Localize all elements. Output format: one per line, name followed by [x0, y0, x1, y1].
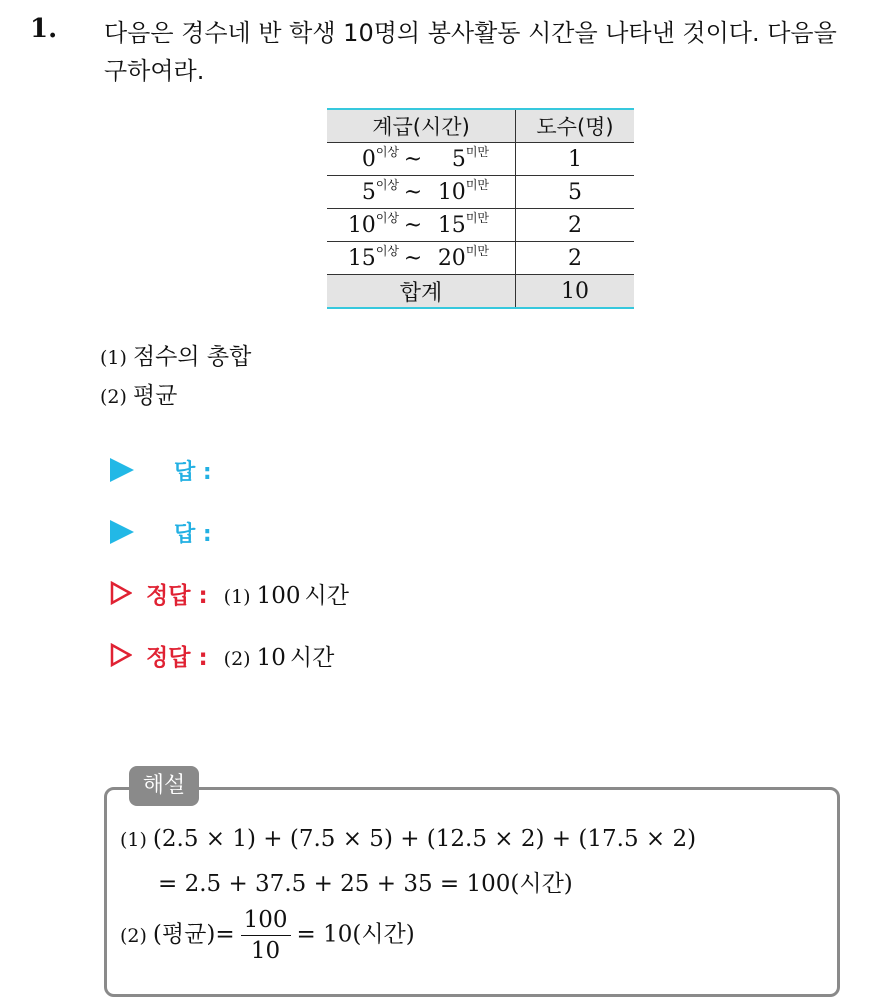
table-row: [327, 209, 634, 242]
class-interval: $0^{이상}$ ~ $5^{미만}$: [327, 143, 516, 176]
answer-label: 답 :: [174, 459, 212, 485]
correct-answer-label: 정답 :: [146, 644, 208, 671]
table-total-row: [327, 275, 634, 309]
frequency-value: 5: [516, 176, 635, 209]
correct-answer-value: (1) 100 시간: [223, 582, 349, 609]
subquestion-2: (2) 평균: [100, 383, 178, 409]
answer-label: 답 :: [174, 521, 212, 547]
subquestion-1: (1) 점수의 총합: [100, 344, 252, 370]
header-frequency: 도수(명): [516, 109, 635, 143]
correct-answer-1: [110, 573, 349, 613]
table-header-row: [327, 109, 634, 143]
correct-answer-value: (2) 10 시간: [223, 644, 335, 671]
table-row: [327, 176, 634, 209]
solution-line-3: (2) (평균)= $\frac{100}{10}$ = 10(시간): [120, 907, 415, 964]
solution-line-1: (1) (2.5 × 1) + (7.5 × 5) + (12.5 × 2) + (17.5 × 2): [120, 826, 697, 852]
correct-answer-2: [110, 635, 334, 675]
play-triangle-icon: [110, 458, 134, 482]
solution-tag: 해설: [129, 766, 199, 806]
answer-blank-2[interactable]: [110, 512, 212, 552]
class-interval: $15^{이상}$ ~ $20^{미만}$: [327, 242, 516, 275]
correct-answer-label: 정답 :: [146, 582, 208, 609]
frequency-value: 1: [516, 143, 635, 176]
frequency-value: 2: [516, 242, 635, 275]
class-interval: $5^{이상}$ ~ $10^{미만}$: [327, 176, 516, 209]
question-text: 다음은 경수네 반 학생 10명의 봉사활동 시간을 나타낸 것이다. 다음을 구하여라.: [104, 19, 837, 85]
play-triangle-icon: [110, 520, 134, 544]
header-class: 계급(시간): [327, 109, 516, 143]
frequency-value: 2: [516, 209, 635, 242]
answer-blank-1[interactable]: [110, 450, 212, 490]
table-row: [327, 242, 634, 275]
total-label: 합계: [327, 275, 516, 309]
table-row: [327, 143, 634, 176]
outline-triangle-icon: [110, 581, 132, 605]
question-number: 1.: [30, 14, 58, 44]
solution-line-2: = 2.5 + 37.5 + 25 + 35 = 100(시간): [158, 871, 573, 897]
frequency-table: [327, 108, 634, 309]
fraction: $\frac{100}{10}$: [241, 905, 291, 966]
outline-triangle-icon: [110, 643, 132, 667]
class-interval: $10^{이상}$ ~ $15^{미만}$: [327, 209, 516, 242]
total-value: 10: [516, 275, 635, 309]
